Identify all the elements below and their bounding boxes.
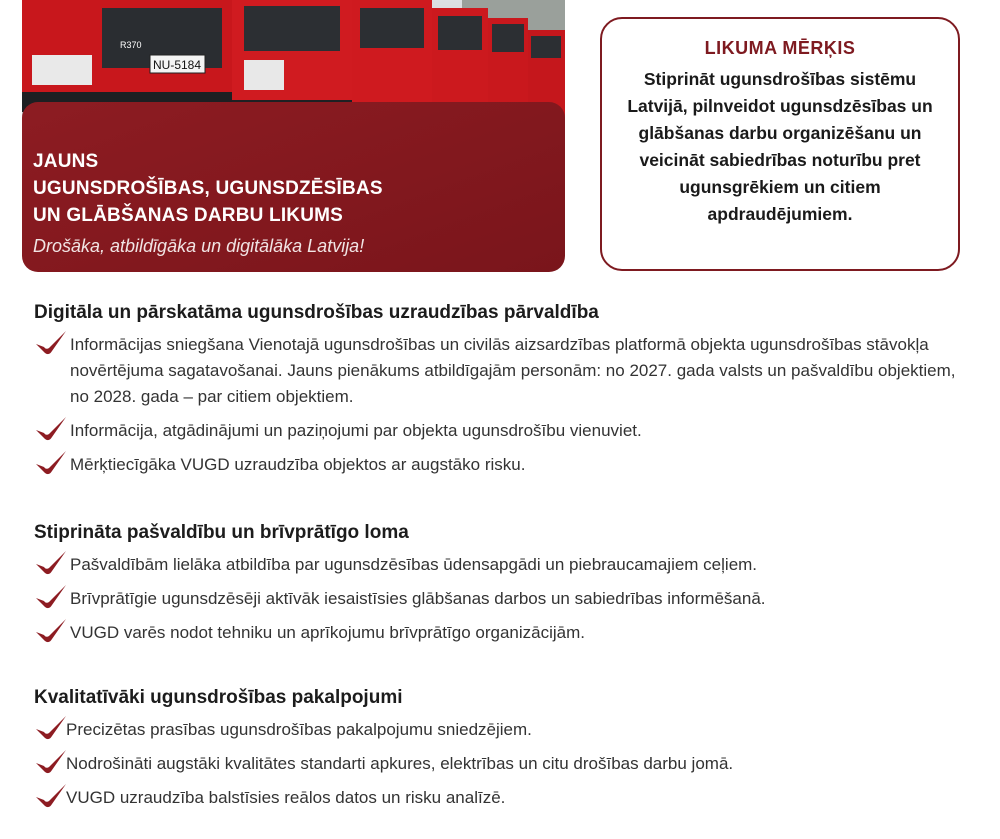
list-item	[34, 418, 974, 444]
checkmark-icon	[34, 449, 68, 479]
list-item	[34, 620, 974, 646]
checkmark-icon	[34, 549, 68, 579]
list-item	[34, 586, 974, 612]
list-item-text: VUGD uzraudzība balstīsies reālos datos un risku analīzē.	[66, 788, 506, 807]
law-title-line-3: UN GLĀBŠANAS DARBU LIKUMS	[33, 205, 344, 226]
list-item	[34, 717, 974, 743]
checkmark-icon	[34, 748, 68, 778]
section-title: Digitāla un pārskatāma ugunsdrošības uzraudzības pārvaldība	[34, 302, 599, 323]
list-item-text: VUGD varēs nodot tehniku un aprīkojumu brīvprātīgo organizācijām.	[70, 623, 585, 642]
section-title: Kvalitatīvāki ugunsdrošības pakalpojumi	[34, 687, 403, 708]
list-item	[34, 332, 974, 410]
law-title-line-2: UGUNSDROŠĪBAS, UGUNSDZĒSĪBAS	[33, 178, 383, 199]
goal-text: Stiprināt ugunsdrošības sistēmu Latvijā, pilnveidot ugunsdzēsības un glābšanas darbu organizēšanu un veicināt sabiedrības noturību pret ugunsgrēkiem un citiem apdraudējumiem.	[627, 69, 933, 224]
list-item	[34, 552, 974, 578]
list-item-text: Mērķtiecīgāka VUGD uzraudzība objektos ar augstāko risku.	[70, 455, 526, 474]
law-subtitle: Drošāka, atbildīgāka un digitālāka Latvija!	[33, 236, 365, 256]
goal-title: LIKUMA MĒRĶIS	[704, 38, 856, 58]
section-item-list	[34, 552, 974, 646]
section-title: Stiprināta pašvaldību un brīvprātīgo loma	[34, 522, 409, 543]
law-title	[33, 148, 551, 229]
list-item-text: Nodrošināti augstāki kvalitātes standarti apkures, elektrības un citu drošības darbu jomā.	[66, 754, 734, 773]
section-municipalities-volunteers	[34, 520, 974, 654]
list-item-text: Brīvprātīgie ugunsdzēsēji aktīvāk iesaistīsies glābšanas darbos un sabiedrības informēšanā.	[70, 589, 766, 608]
model-text: R370	[120, 40, 142, 50]
checkmark-icon	[34, 415, 68, 445]
plate-text: NU-5184	[152, 58, 202, 72]
law-title-line-1: JAUNS	[33, 151, 99, 172]
checkmark-icon	[34, 329, 68, 359]
section-digital-supervision	[34, 300, 974, 486]
law-goal-box	[600, 17, 960, 271]
checkmark-icon	[34, 714, 68, 744]
list-item-text: Precizētas prasības ugunsdrošības pakalpojumu sniedzējiem.	[66, 720, 532, 739]
list-item-text: Informācijas sniegšana Vienotajā ugunsdrošības un civilās aizsardzības platformā objekta ugunsdrošības stāvokļa novērtējuma sagatavošanai. Jauns pienākums atbildīgajām personām: no 2027. gada valsts un pašvaldību objektiem, no 2028. gada – par citiem objektiem.	[70, 335, 956, 406]
checkmark-icon	[34, 583, 68, 613]
list-item-text: Pašvaldībām lielāka atbildība par ugunsdzēsības ūdensapgādi un piebraucamajiem ceļiem.	[70, 555, 758, 574]
checkmark-icon	[34, 782, 68, 812]
section-item-list	[34, 332, 974, 478]
list-item	[34, 452, 974, 478]
section-quality-services	[34, 685, 974, 819]
section-item-list	[34, 717, 974, 811]
list-item	[34, 751, 974, 777]
title-banner	[22, 102, 565, 272]
list-item	[34, 785, 974, 811]
checkmark-icon	[34, 617, 68, 647]
list-item-text: Informācija, atgādinājumi un paziņojumi par objekta ugunsdrošību vienuviet.	[70, 421, 642, 440]
